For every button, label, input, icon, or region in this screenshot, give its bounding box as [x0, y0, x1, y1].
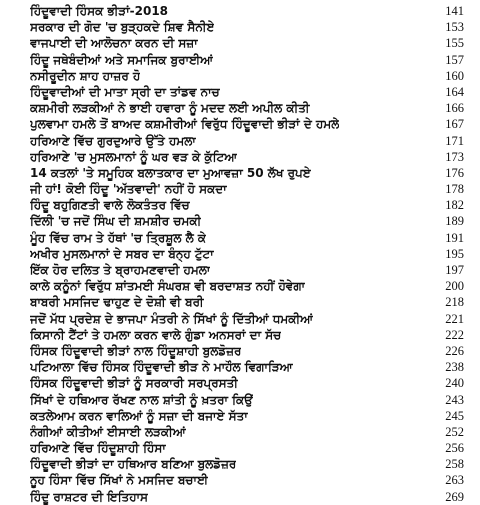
toc-entry — [0, 165, 480, 181]
toc-entry — [0, 424, 480, 440]
toc-entry-page-number: 221 — [445, 311, 464, 326]
toc-entry-page-number: 222 — [445, 327, 464, 342]
toc-entry — [0, 149, 480, 165]
toc-entry-page-number: 167 — [445, 117, 464, 132]
toc-entry — [0, 68, 480, 84]
toc-entry — [0, 3, 480, 19]
toc-entry-title: ਹਿੰਦੂਵਾਦੀ ਭੀੜਾਂ ਦਾ ਹਥਿਆਰ ਬਣਿਆ ਬੁਲਡੋਜ਼ਰ — [30, 457, 237, 472]
toc-entry-page-number: 153 — [445, 20, 464, 35]
toc-entry-title: ਕਤਲੇਆਮ ਕਰਨ ਵਾਲਿਆਂ ਨੂੰ ਸਜ਼ਾ ਦੀ ਬਜਾਏ ਸੱਤਾ — [30, 408, 248, 423]
toc-entry — [0, 19, 480, 35]
toc-entry-title: ਹਿੰਸਕ ਹਿੰਦੂਵਾਦੀ ਭੀੜਾਂ ਨੂੰ ਸਰਕਾਰੀ ਸਰਪ੍ਰਸਤੀ — [30, 376, 238, 391]
toc-entry-page-number: 197 — [445, 263, 464, 277]
toc-entry-page-number: 200 — [445, 279, 464, 294]
toc-entry — [0, 262, 480, 278]
toc-entry-title: ਹਿੰਦੂਵਾਦੀ ਹਿੰਸਕ ਭੀੜਾਂ-2018 — [30, 4, 169, 18]
table-of-contents — [0, 3, 480, 505]
toc-entry — [0, 327, 480, 343]
toc-entry — [0, 100, 480, 116]
toc-entry-title: ਵਾਜਪਾਈ ਦੀ ਆਲੋਚਨਾ ਕਰਨ ਦੀ ਸਜ਼ਾ — [30, 36, 198, 51]
toc-entry-page-number: 166 — [445, 101, 464, 116]
toc-entry — [0, 343, 480, 359]
toc-entry — [0, 472, 480, 488]
toc-entry-title: ਸਿੱਖਾਂ ਦੇ ਹਥਿਆਰ ਰੱਖਣ ਨਾਲ ਸ਼ਾਂਤੀ ਨੂੰ ਖ਼ਤਰਾ ਕਿਉਂ — [30, 392, 253, 407]
toc-entry-page-number: 258 — [445, 457, 464, 472]
toc-entry-page-number: 269 — [445, 489, 464, 504]
toc-entry — [0, 440, 480, 456]
toc-entry-title: ਮੂੰਹ ਵਿੱਚ ਰਾਮ ਤੇ ਹੱਥਾਂ 'ਚ ਤ੍ਰਿਸ਼ੂਲ ਲੈ ਕੇ — [30, 230, 207, 245]
toc-entry-page-number: 240 — [445, 376, 464, 391]
toc-entry-title: ਦਿੱਲੀ 'ਚ ਜਦੋਂ ਸਿੰਘ ਦੀ ਸ਼ਮਸ਼ੀਰ ਚਮਕੀ — [30, 214, 202, 229]
toc-entry-page-number: 160 — [445, 68, 464, 83]
toc-entry-title: ਹਿੰਦੂਵਾਦੀਆਂ ਦੀ ਮਾਤਾ ਸ੍ਰੀ ਦਾ ਤਾਂਡਵ ਨਾਚ — [30, 84, 220, 99]
toc-entry-title: ਅਖੀਰ ਮੁਸਲਮਾਨਾਂ ਦੇ ਸਬਰ ਦਾ ਬੰਨ੍ਹ ਟੁੱਟਾ — [30, 246, 214, 261]
toc-entry-page-number: 218 — [445, 295, 464, 310]
toc-entry — [0, 294, 480, 310]
toc-entry-page-number: 256 — [445, 441, 464, 456]
toc-entry-title: ਹਿੰਦੂ ਬਹੁਗਿਣਤੀ ਵਾਲੇ ਲੋਕਤੰਤਰ ਵਿੱਚ — [30, 198, 190, 213]
toc-entry-title: ਨਸੀਰੂਦੀਨ ਸ਼ਾਹ ਹਾਜ਼ਰ ਹੋ — [30, 68, 141, 83]
toc-entry-page-number: 155 — [445, 36, 464, 51]
toc-entry-title: ਪੁਲਵਾਮਾ ਹਮਲੇ ਤੋਂ ਬਾਅਦ ਕਸ਼ਮੀਰੀਆਂ ਵਿਰੁੱਧ ਹਿੰਦੂਵਾਦੀ ਭੀੜਾਂ ਦੇ ਹਮਲੇ — [30, 117, 340, 132]
toc-entry-page-number: 176 — [445, 165, 464, 180]
toc-entry — [0, 456, 480, 472]
toc-entry — [0, 213, 480, 229]
toc-entry-page-number: 157 — [445, 52, 464, 67]
toc-entry — [0, 197, 480, 213]
toc-entry-title: ਹਿੰਦੂ ਰਾਸ਼ਟਰ ਦੀ ਇਤਿਹਾਸ — [30, 489, 149, 504]
toc-entry — [0, 35, 480, 51]
toc-entry-page-number: 164 — [445, 84, 464, 99]
toc-entry — [0, 116, 480, 132]
toc-entry — [0, 375, 480, 391]
toc-entry-title: ਪਟਿਆਲਾ ਵਿੱਚ ਹਿੰਸਕ ਹਿੰਦੂਵਾਦੀ ਭੀੜ ਨੇ ਮਾਹੌਲ ਵਿਗਾੜਿਆ — [30, 360, 293, 375]
toc-entry-page-number: 252 — [445, 424, 464, 439]
toc-entry — [0, 359, 480, 375]
toc-entry-title: ਜੀ ਹਾਂ! ਕੋਈ ਹਿੰਦੂ 'ਅੱਤਵਾਦੀ' ਨਹੀਂ ਹੋ ਸਕਦਾ — [30, 182, 227, 197]
toc-entry-title: 14 ਕਤਲਾਂ 'ਤੇ ਸਮੂਹਿਕ ਬਲਾਤਕਾਰ ਦਾ ਮੁਆਵਜ਼ਾ 50 ਲੱਖ ਰੁਪਏ — [30, 165, 311, 180]
toc-entry — [0, 133, 480, 149]
toc-entry-page-number: 189 — [445, 214, 464, 229]
toc-entry-title: ਕਿਸਾਨੀ ਟੈਂਟਾਂ ਤੇ ਹਮਲਾ ਕਰਨ ਵਾਲੇ ਗੁੰਡਾ ਅਨਸਰਾਂ ਦਾ ਸੱਚ — [30, 327, 282, 342]
toc-entry — [0, 181, 480, 197]
toc-entry-page-number: 178 — [445, 182, 464, 197]
toc-entry-title: ਬਾਬਰੀ ਮਸਜਿਦ ਢਾਹੁਣ ਦੇ ਦੋਸ਼ੀ ਵੀ ਬਰੀ — [30, 295, 204, 310]
toc-entry-page-number: 141 — [445, 4, 464, 18]
toc-entry-title: ਇੱਕ ਹੋਰ ਦਲਿਤ ਤੇ ਬ੍ਰਾਹਮਣਵਾਦੀ ਹਮਲਾ — [30, 263, 211, 277]
toc-entry-page-number: 226 — [445, 343, 464, 358]
toc-entry — [0, 489, 480, 505]
toc-entry — [0, 278, 480, 294]
toc-entry-title: ਹਰਿਆਣੇ ਵਿੱਚ ਹਿੰਦੂਸ਼ਾਹੀ ਹਿੰਸਾ — [30, 441, 166, 456]
toc-entry-title: ਸਰਕਾਰ ਦੀ ਗੋਦ 'ਚ ਬੁੜ੍ਹਕਦੇ ਸ਼ਿਵ ਸੈਨੀਏ — [30, 20, 215, 35]
toc-entry — [0, 311, 480, 327]
toc-entry — [0, 246, 480, 262]
toc-entry-page-number: 171 — [445, 133, 464, 148]
toc-entry-page-number: 245 — [445, 408, 464, 423]
toc-entry-title: ਜਦੋਂ ਮੱਧ ਪ੍ਰਦੇਸ਼ ਦੇ ਭਾਜਪਾ ਮੰਤਰੀ ਨੇ ਸਿੱਖਾਂ ਨੂੰ ਦਿੱਤੀਆਂ ਧਮਕੀਆਂ — [30, 311, 314, 326]
toc-entry-page-number: 173 — [445, 149, 464, 164]
toc-entry-title: ਨੰਗੀਆਂ ਕੀਤੀਆਂ ਈਸਾਈ ਲੜਕੀਆਂ — [30, 424, 186, 439]
toc-entry — [0, 392, 480, 408]
toc-entry — [0, 230, 480, 246]
toc-entry-title: ਕਸ਼ਮੀਰੀ ਲੜਕੀਆਂ ਨੇ ਭਾਈ ਹਵਾਰਾ ਨੂੰ ਮਦਦ ਲਈ ਅਪੀਲ ਕੀਤੀ — [30, 101, 310, 116]
toc-entry-title: ਹਰਿਆਣੇ 'ਚ ਮੁਸਲਮਾਨਾਂ ਨੂੰ ਘਰ ਵੜ ਕੇ ਕੁੱਟਿਆ — [30, 149, 238, 164]
toc-entry-title: ਕਾਲੇ ਕਨੂੰਨਾਂ ਵਿਰੁੱਧ ਸ਼ਾਂਤਮਈ ਸੰਘਰਸ਼ ਵੀ ਬਰਦਾਸ਼ਤ ਨਹੀਂ ਹੋਵੇਗਾ — [30, 279, 306, 294]
toc-entry-title: ਨੂਹ ਹਿੰਸਾ ਵਿੱਚ ਸਿੱਖਾਂ ਨੇ ਮਸਜਿਦ ਬਚਾਈ — [30, 473, 209, 488]
toc-entry — [0, 84, 480, 100]
toc-entry-title: ਹਿੰਦੂ ਜਥੇਬੰਦੀਆਂ ਅਤੇ ਸਮਾਜਿਕ ਬੁਰਾਈਆਂ — [30, 52, 214, 67]
toc-entry — [0, 408, 480, 424]
toc-entry — [0, 52, 480, 68]
toc-entry-page-number: 182 — [445, 198, 464, 213]
toc-entry-page-number: 243 — [445, 392, 464, 407]
toc-entry-page-number: 263 — [445, 473, 464, 488]
toc-entry-page-number: 238 — [445, 360, 464, 375]
toc-entry-title: ਹਿੰਸਕ ਹਿੰਦੂਵਾਦੀ ਭੀੜਾਂ ਨਾਲ ਹਿੰਦੂਸ਼ਾਹੀ ਬੁਲਡੋਜ਼ਰ — [30, 343, 242, 358]
toc-entry-title: ਹਰਿਆਣੇ ਵਿੱਚ ਗੁਰਦੁਆਰੇ ਉੱਤੇ ਹਮਲਾ — [30, 133, 196, 148]
toc-entry-page-number: 195 — [445, 246, 464, 261]
toc-entry-page-number: 191 — [445, 230, 464, 245]
